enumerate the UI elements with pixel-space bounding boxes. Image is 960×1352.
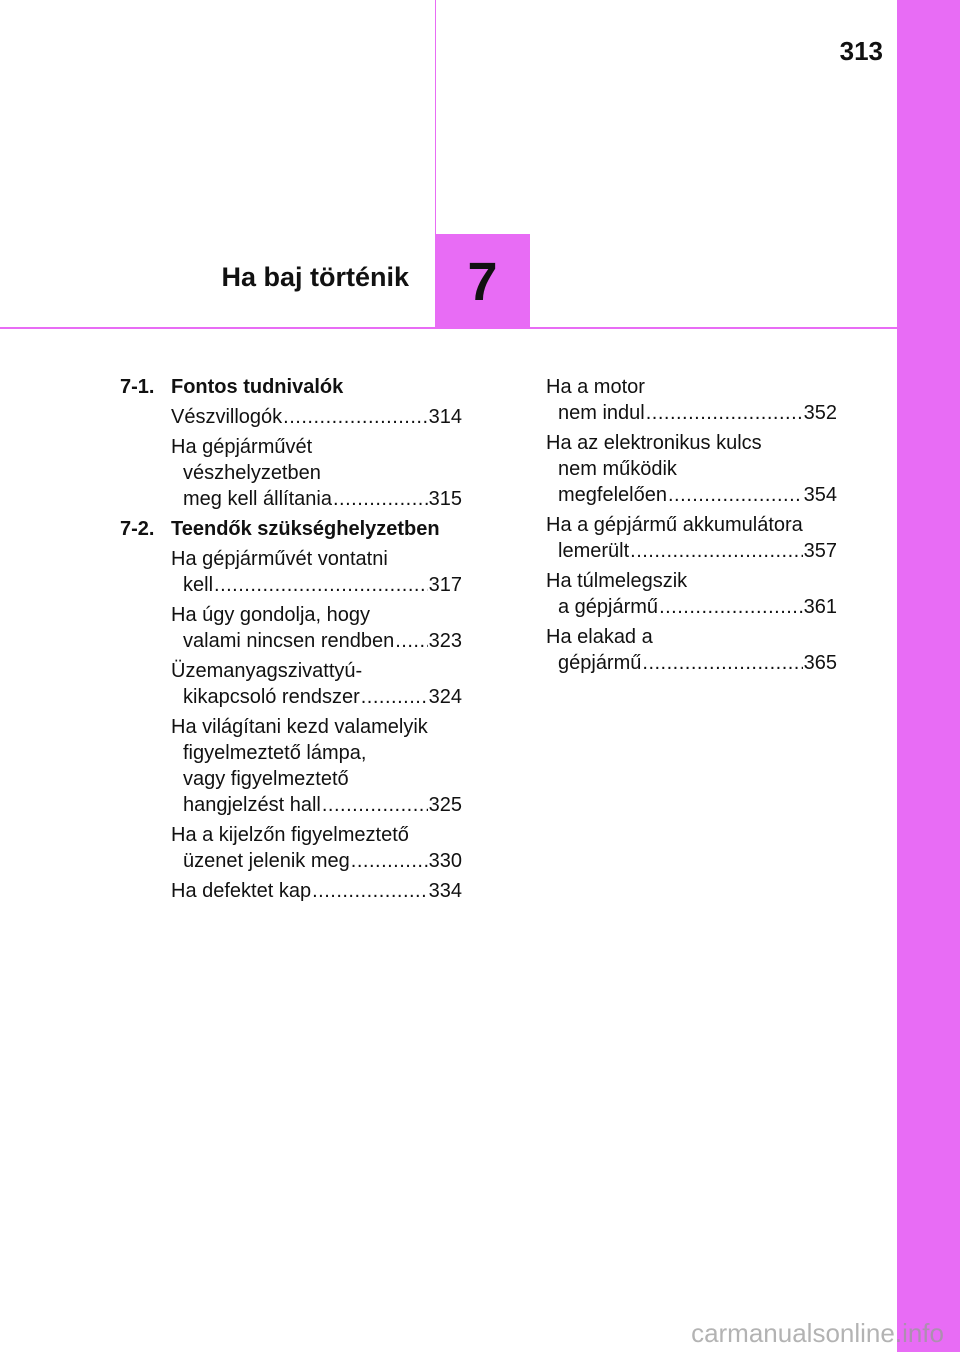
toc-entry-line: figyelmeztető lámpa, [183, 742, 367, 764]
chapter-side-tab [897, 0, 960, 1352]
toc-left-column [120, 374, 462, 908]
dot-leader [351, 848, 428, 874]
toc-page-number: 314 [428, 406, 462, 428]
toc-entry[interactable] [171, 878, 462, 904]
dot-leader [668, 482, 803, 508]
toc-page-number: 323 [428, 630, 462, 652]
chapter-title: Ha baj történik [221, 262, 409, 292]
toc-entry-line: kell [183, 574, 214, 596]
toc-entry[interactable] [546, 568, 837, 620]
dot-leader [322, 792, 428, 818]
dot-leader [659, 594, 803, 620]
toc-page-number: 317 [428, 574, 462, 596]
toc-entry-line: Ha a kijelzőn figyelmeztető [171, 824, 409, 846]
section-title: Fontos tudnivalók [171, 376, 344, 398]
toc-entry[interactable] [546, 512, 837, 564]
toc-entry[interactable] [171, 546, 462, 598]
toc-entry[interactable] [171, 434, 462, 512]
toc-entry[interactable] [171, 714, 462, 818]
dot-leader [630, 538, 802, 564]
toc-entry-line: Ha a gépjármű akkumulátora [546, 514, 803, 536]
toc-entry-line: Ha túlmelegszik [546, 570, 688, 592]
section-title: Teendők szükséghelyzetben [171, 518, 440, 540]
toc-section-entries [120, 404, 462, 512]
toc-entry-line: Ha úgy gondolja, hogy [171, 604, 371, 626]
toc-entry-line: vagy figyelmeztető [183, 768, 349, 790]
toc-section-entries [120, 546, 462, 904]
toc-page-number: 330 [428, 850, 462, 872]
toc-entry-line: Ha világítani kezd valamelyik [171, 716, 428, 738]
toc-entry-line: Vészvillogók [171, 406, 283, 428]
toc-entry-line: gépjármű [558, 652, 642, 674]
toc-entry[interactable] [546, 374, 837, 426]
toc-entry-line: meg kell állítania [183, 488, 332, 510]
toc-entry[interactable] [171, 822, 462, 874]
dot-leader [283, 404, 427, 430]
toc-entry-line: Ha gépjárművét [171, 436, 313, 458]
toc-entry-line: valami nincsen rendben [183, 630, 395, 652]
toc-entry[interactable] [546, 430, 837, 508]
chapter-number-box: 7 [435, 234, 530, 329]
watermark: carmanualsonline.info [691, 1318, 944, 1348]
toc-page-number: 334 [428, 880, 462, 902]
dot-leader [312, 878, 428, 904]
toc-page-number: 357 [803, 540, 837, 562]
toc-entry-line: vészhelyzetben [183, 462, 321, 484]
dot-leader [642, 650, 802, 676]
dot-leader [395, 628, 427, 654]
toc-entry-line: nem indul [558, 402, 645, 424]
header-divider-vertical [435, 0, 436, 234]
section-number: 7-1. [120, 376, 155, 398]
toc-page-number: 361 [803, 596, 837, 618]
toc-entry-line: Ha gépjárművét vontatni [171, 548, 388, 570]
toc-entry[interactable] [546, 624, 837, 676]
dot-leader [214, 572, 428, 598]
toc-entry-line: megfelelően [558, 484, 667, 506]
toc-page-number: 324 [428, 686, 462, 708]
toc-entry-line: üzenet jelenik meg [183, 850, 350, 872]
toc-entry-line: hangjelzést hall [183, 794, 321, 816]
toc-entry-line: Üzemanyagszivattyú- [171, 660, 363, 682]
toc-entry-line: Ha a motor [546, 376, 645, 398]
toc-page-number: 315 [428, 488, 462, 510]
page-number: 313 [839, 36, 883, 66]
dot-leader [361, 684, 428, 710]
toc-entry-line: Ha elakad a [546, 626, 653, 648]
section-number: 7-2. [120, 518, 155, 540]
toc-section-heading[interactable] [120, 516, 462, 542]
toc-entry-line: nem működik [558, 458, 677, 480]
toc-page-number: 354 [803, 484, 837, 506]
toc-entry[interactable] [171, 658, 462, 710]
toc-right-column [546, 374, 837, 680]
toc-entry-line: a gépjármű [558, 596, 659, 618]
toc-entry-line: Ha defektet kap [171, 880, 312, 902]
dot-leader [333, 486, 428, 512]
toc-entry-line: Ha az elektronikus kulcs [546, 432, 762, 454]
toc-page-number: 352 [803, 402, 837, 424]
toc-section-heading[interactable] [120, 374, 462, 400]
dot-leader [646, 400, 803, 426]
toc-page-number: 365 [803, 652, 837, 674]
toc-page-number: 325 [428, 794, 462, 816]
toc-entry-line: lemerült [558, 540, 630, 562]
toc-entry[interactable] [171, 602, 462, 654]
toc-entry[interactable] [171, 404, 462, 430]
toc-entry-line: kikapcsoló rendszer [183, 686, 360, 708]
